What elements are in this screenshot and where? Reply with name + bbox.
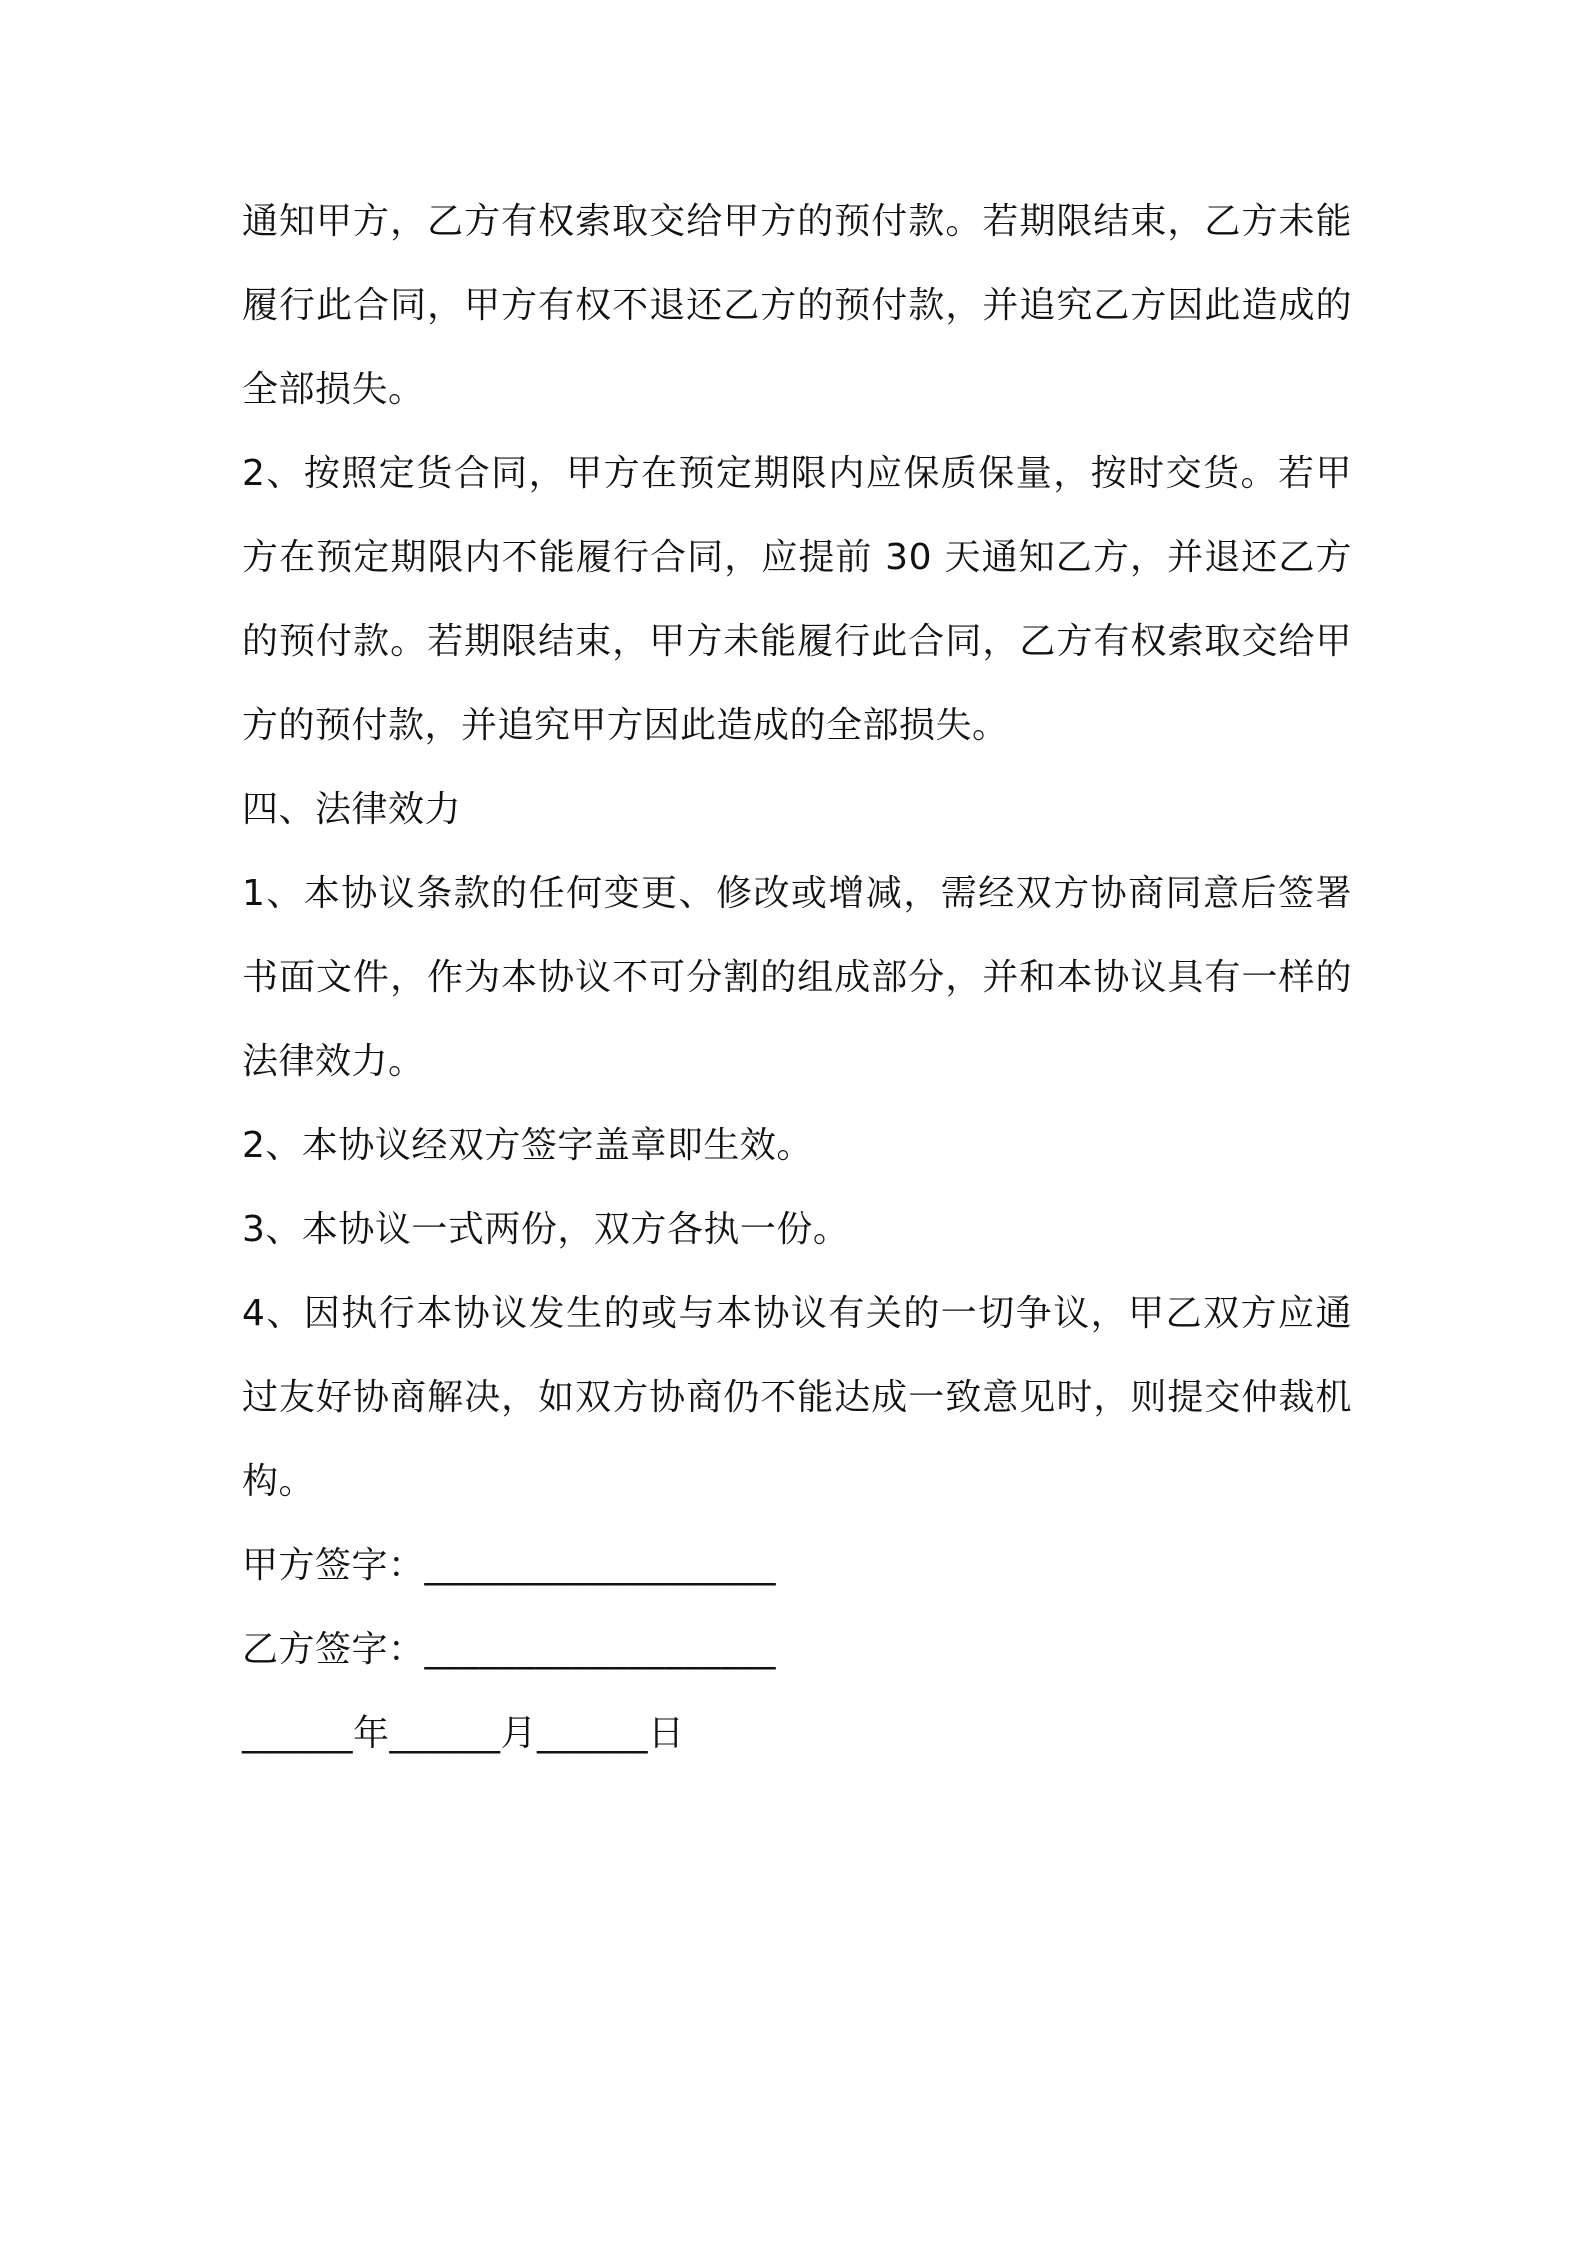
- text-line-15: 过友好协商解决，如双方协商仍不能达成一致意见时，则提交仲裁机: [242, 1377, 1352, 1418]
- text-line-7: 方的预付款，并追究甲方因此造成的全部损失。: [242, 705, 1009, 746]
- text-line-11: 法律效力。: [242, 1041, 425, 1082]
- text-line-1: 通知甲方，乙方有权索取交给甲方的预付款。若期限结束，乙方未能: [242, 201, 1352, 242]
- text-line-3: 全部损失。: [242, 369, 425, 410]
- text-line-16: 构。: [242, 1461, 316, 1502]
- text-line-13: 3、本协议一式两份，双方各执一份。: [242, 1209, 850, 1250]
- text-line-5: 方在预定期限内不能履行合同，应提前 30 天通知乙方，并退还乙方: [242, 537, 1352, 578]
- text-line-6: 的预付款。若期限结束，甲方未能履行此合同，乙方有权索取交给甲: [242, 621, 1352, 662]
- text-line-12: 2、本协议经双方签字盖章即生效。: [242, 1125, 813, 1166]
- text-line-10: 书面文件，作为本协议不可分割的组成部分，并和本协议具有一样的: [242, 957, 1352, 998]
- text-line-14: 4、因执行本协议发生的或与本协议有关的一切争议，甲乙双方应通: [242, 1293, 1352, 1334]
- text-line-9: 1、本协议条款的任何变更、修改或增减，需经双方协商同意后签署: [242, 873, 1352, 914]
- party-a-signature-line: 甲方签字：___________________: [242, 1545, 777, 1586]
- text-line-2: 履行此合同，甲方有权不退还乙方的预付款，并追究乙方因此造成的: [242, 285, 1352, 326]
- party-b-signature-line: 乙方签字：___________________: [242, 1629, 777, 1670]
- text-line-4: 2、按照定货合同，甲方在预定期限内应保质保量，按时交货。若甲: [242, 453, 1352, 494]
- section-heading-legal-effect: 四、法律效力: [242, 789, 462, 830]
- date-line: ______年______月______日: [242, 1713, 685, 1754]
